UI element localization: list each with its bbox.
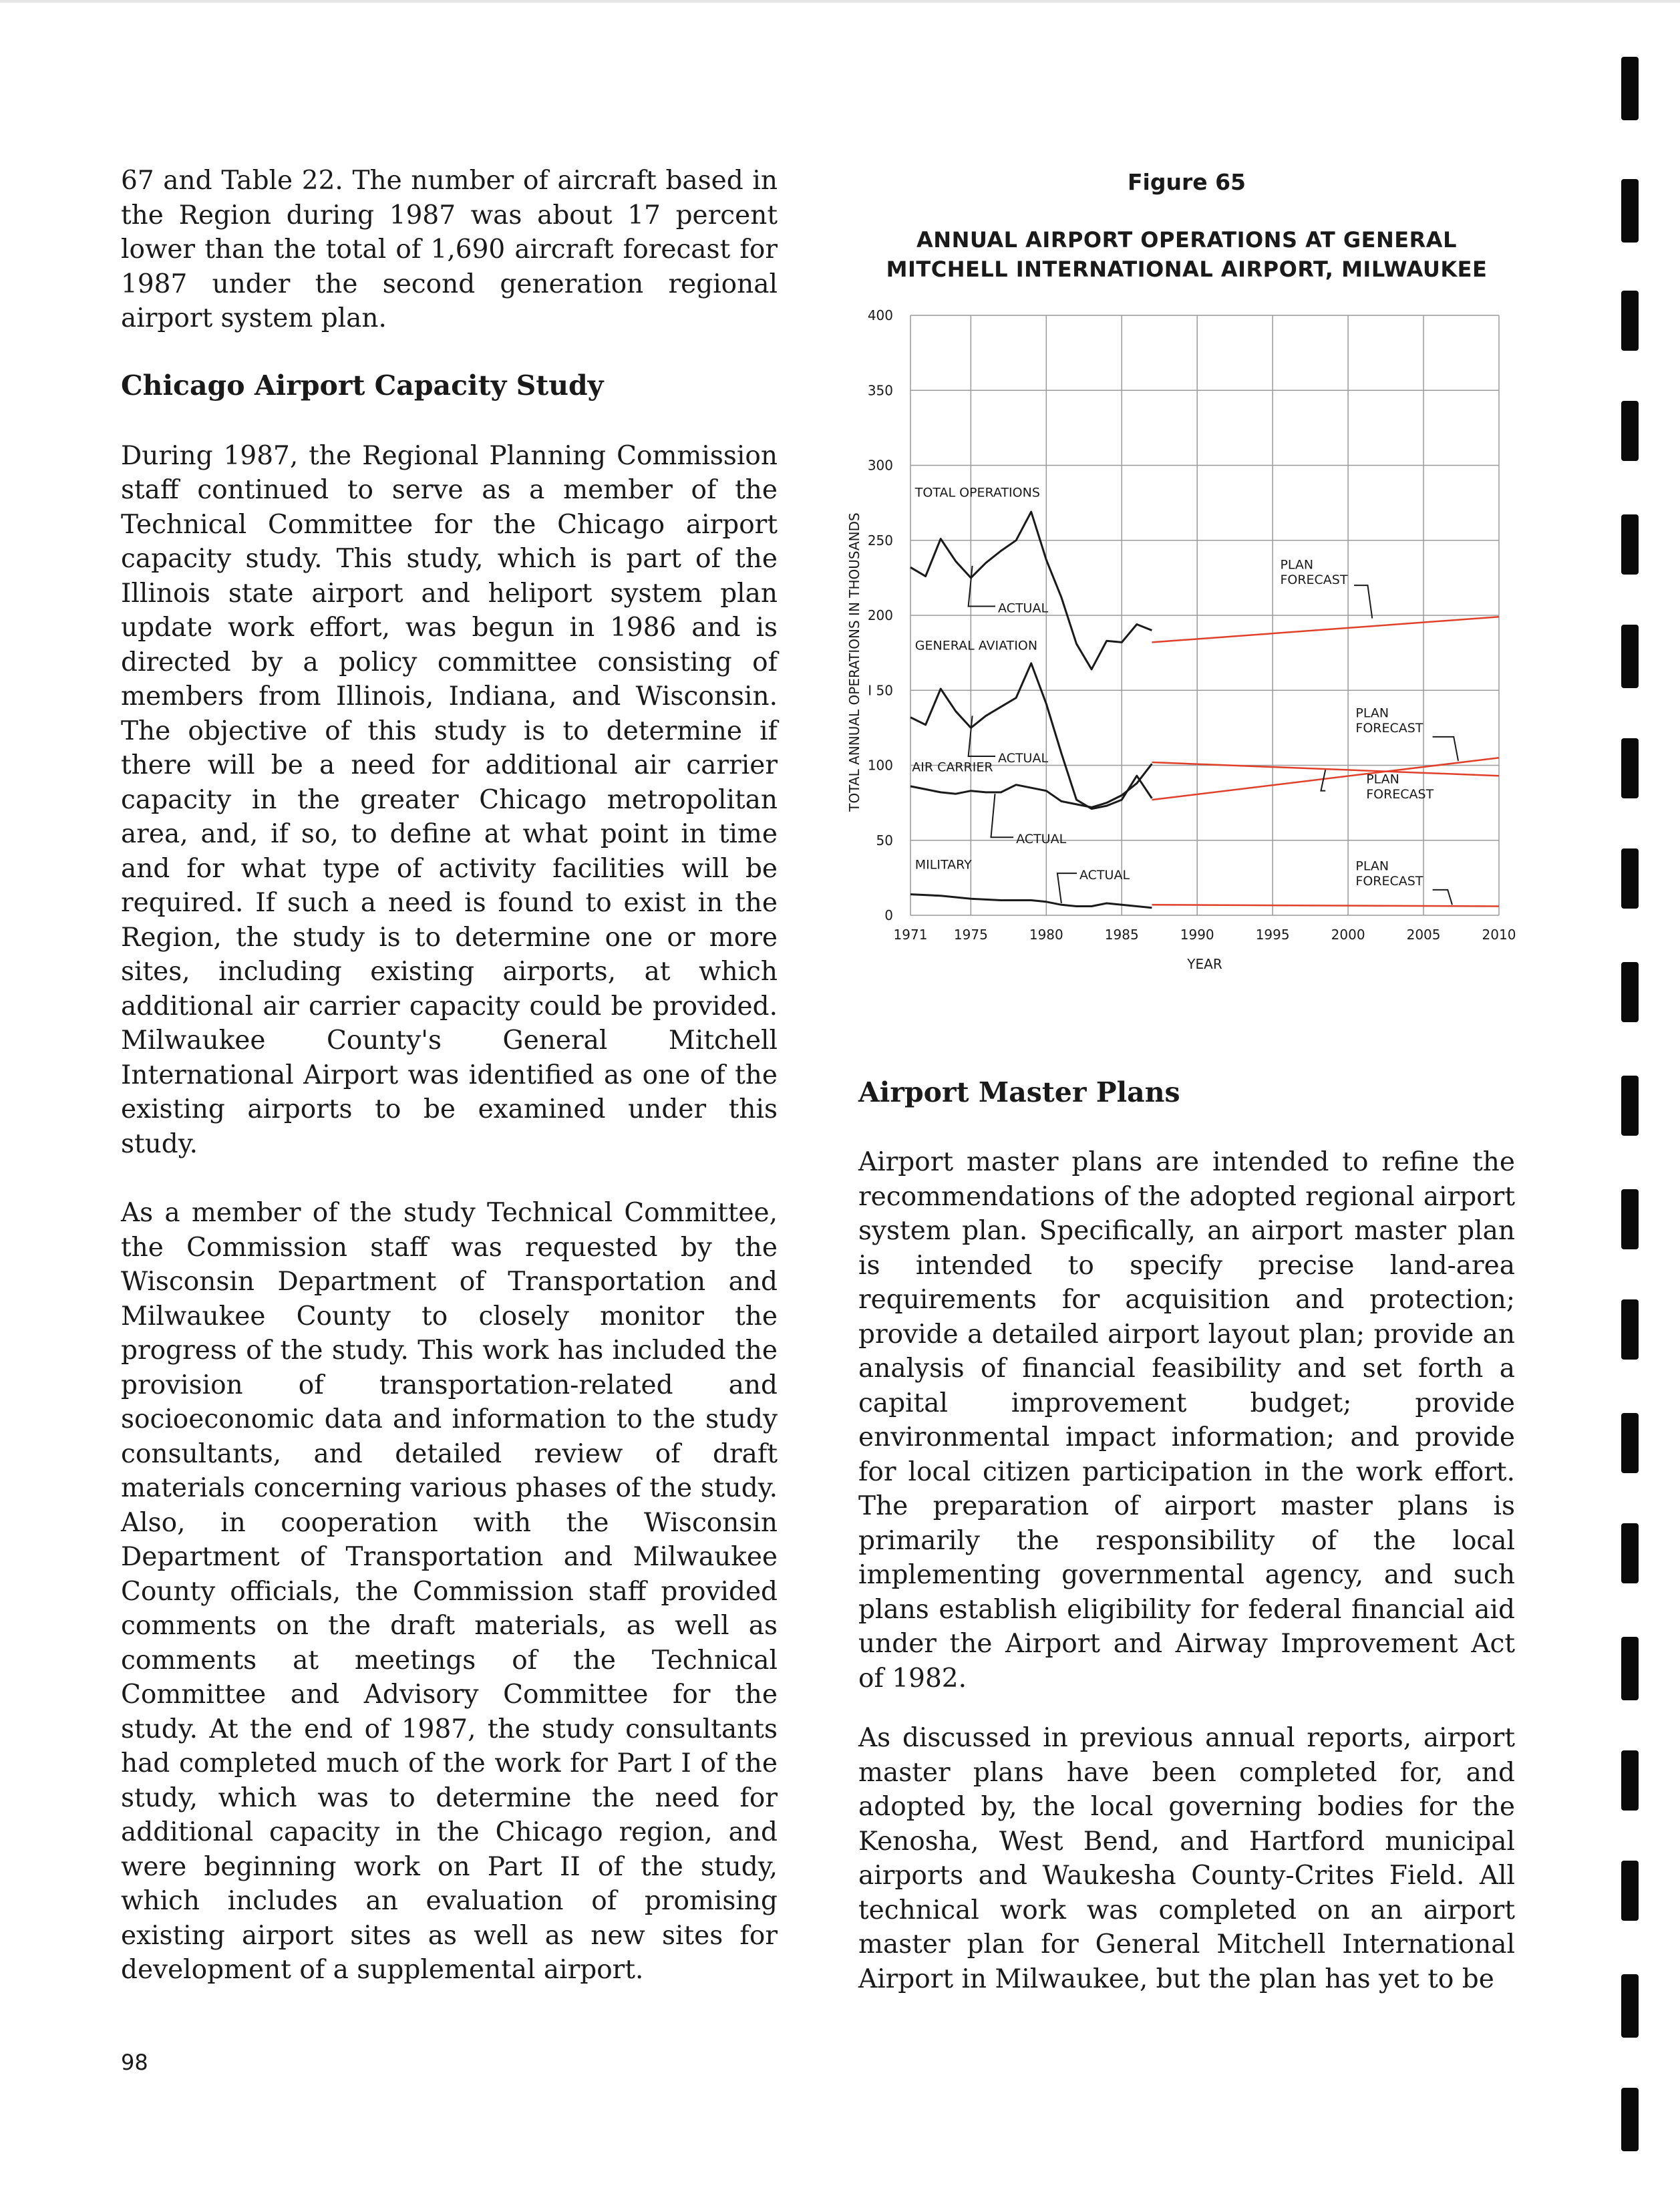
edge-mark — [1621, 1189, 1639, 1249]
x-tick-label: 1975 — [953, 927, 988, 943]
edge-mark — [1621, 514, 1639, 575]
page-top-edge — [0, 0, 1680, 3]
y-tick-label: 100 — [867, 757, 893, 774]
edge-mark — [1621, 2088, 1639, 2151]
y-tick-label: 300 — [867, 457, 893, 474]
actual-label-3: ACTUAL — [1016, 832, 1067, 847]
series-label-total-operations: TOTAL OPERATIONS — [914, 485, 1040, 500]
edge-mark — [1621, 179, 1639, 243]
plan-forecast-label-2-line-1: PLAN — [1355, 706, 1389, 721]
actual-leader-2 — [969, 716, 995, 756]
x-tick-label: 1985 — [1104, 927, 1139, 943]
y-tick-label: 0 — [884, 907, 893, 923]
x-tick-label: 2000 — [1331, 927, 1365, 943]
heading-airport-master-plans: Airport Master Plans — [858, 1076, 1180, 1108]
edge-mark — [1621, 291, 1639, 351]
y-tick-label: 350 — [867, 382, 893, 399]
series-line-military — [910, 895, 1152, 908]
y-tick-label: 200 — [867, 607, 893, 623]
airport-operations-chart — [828, 301, 1523, 982]
paragraph-master-plans-status: As discussed in previous annual reports, airport master plans have been completed for, and adopted by, the local governing bodies for the Kenosha, West Bend, and Hartford municipal airports and Waukesha County-Crites Field. All technical work was completed on an airport master plan for General Mitchell International Airport in Milwaukee, but the plan has yet to be — [858, 1723, 1515, 1994]
paragraph-technical-committee: As a member of the study Technical Committee, the Commission staff was requested by the Wisconsin Department of Transportation and Milwaukee County to closely monitor the progress of the study. This work has included the provision of transportation-related and socioeconomic data and information to the study consultants, and detailed review of draft materials concerning various phases of the study. Also, in cooperation with the Wisconsin Department of Transportation and Milwaukee County officials, the Commission staff provided comments on the draft materials, as well as comments at meetings of the Technical Committee and Advisory Committee for the study. At the end of 1987, the study consultants had completed much of the work for Part I of the study, which was to determine the need for additional capacity in the Chicago region, and were beginning work on Part II of the study, which includes an evaluation of promising existing airport sites as well as new sites for development of a supplemental airport. — [121, 1198, 778, 1985]
plan-forecast-label-1-line-1: PLAN — [1280, 557, 1314, 573]
actual-label-1: ACTUAL — [998, 601, 1049, 616]
edge-mark — [1621, 1076, 1639, 1136]
page-number: 98 — [121, 2050, 148, 2075]
x-tick-label: 2005 — [1406, 927, 1441, 943]
x-tick-label: 1980 — [1029, 927, 1063, 943]
plan-forecast-label-1-line-2: FORECAST — [1280, 572, 1348, 587]
edge-mark — [1621, 57, 1639, 120]
series-label-general-aviation: GENERAL AVIATION — [914, 638, 1038, 653]
plan-forecast-leader-3 — [1321, 770, 1325, 790]
edge-mark — [1621, 1861, 1639, 1921]
actual-leader-4 — [1057, 873, 1077, 903]
actual-leader-3 — [991, 794, 1014, 837]
edge-mark — [1621, 1523, 1639, 1583]
plan-forecast-line-1 — [1152, 617, 1499, 642]
edge-mark — [1621, 1413, 1639, 1473]
plan-forecast-label-2-line-2: FORECAST — [1355, 721, 1423, 736]
edge-mark — [1621, 962, 1639, 1022]
x-axis-label: YEAR — [1187, 956, 1222, 972]
edge-mark — [1621, 1299, 1639, 1360]
x-tick-label: 1995 — [1255, 927, 1290, 943]
plan-forecast-leader-4 — [1433, 890, 1452, 905]
y-tick-label: 250 — [867, 532, 893, 549]
paragraph-chicago-study: During 1987, the Regional Planning Commission staff continued to serve as a member of the Technical Committee for the Chicago airport capacity study. This study, which is part of the Illinois state airport and heliport system plan update work effort, was begun in 1986 and is directed by a policy committee consisting of members from Illinois, Indiana, and Wisconsin. The objective of this study is to determine if there will be a need for additional air carrier capacity in the greater Chicago metropolitan area, and, if so, to define at what point in time and for what type of activity facilities will be required. If such a need is found to exist in the Region, the study is to determine one or more sites, including existing airports, at which additional air carrier capacity could be provided. Milwaukee County's General Mitchell International Airport was identified as one of the existing airports to be examined under this study. — [121, 440, 778, 1159]
actual-label-4: ACTUAL — [1079, 868, 1130, 883]
y-tick-label: I 50 — [868, 682, 893, 699]
heading-chicago-airport-capacity-study: Chicago Airport Capacity Study — [121, 369, 604, 402]
x-tick-label: 1971 — [893, 927, 928, 943]
x-tick-label: 2010 — [1482, 927, 1516, 943]
plan-forecast-label-3-line-2: FORECAST — [1366, 786, 1434, 802]
right-column — [858, 1076, 1515, 1996]
actual-label-2: ACTUAL — [998, 751, 1049, 766]
left-column — [121, 164, 778, 1988]
figure-title — [848, 225, 1525, 284]
paragraph-master-plans-purpose: Airport master plans are intended to refine the recommendations of the adopted regional airport system plan. Specifically, an airport master plan is intended to specify precise land-area requirements for acquisition and protection; provide a detailed airport layout plan; provide an analysis of financial feasibility and set forth a capital improvement budget; provide environmental impact information; and provide for local citizen participation in the work effort. The preparation of airport master plans is primarily the responsibility of the local implementing governmental agency, and such plans establish eligibility for federal financial aid under the Airport and Airway Improvement Act of 1982. — [858, 1147, 1515, 1694]
y-axis-label: TOTAL ANNUAL OPERATIONS IN THOUSANDS — [846, 512, 862, 812]
plan-forecast-leader-1 — [1354, 585, 1372, 618]
plan-forecast-leader-2 — [1433, 737, 1458, 761]
paragraph-aircraft-based: 67 and Table 22. The number of aircraft based in the Region during 1987 was about 17 percent lower than the total of 1,690 aircraft forecast for 1987 under the second generation regional airport system plan. — [121, 166, 778, 333]
edge-mark — [1621, 1974, 1639, 2038]
plan-forecast-label-3-line-1: PLAN — [1366, 772, 1399, 787]
edge-mark — [1621, 1637, 1639, 1700]
edge-mark — [1621, 738, 1639, 798]
figure-title-line-1: ANNUAL AIRPORT OPERATIONS AT GENERAL — [916, 227, 1457, 253]
figure-label: Figure 65 — [1127, 169, 1246, 195]
edge-mark — [1621, 1750, 1639, 1811]
figure-title-line-2: MITCHELL INTERNATIONAL AIRPORT, MILWAUKEE — [886, 257, 1488, 282]
x-tick-label: 1990 — [1180, 927, 1214, 943]
series-label-air-carrier: AIR CARRIER — [912, 760, 993, 775]
series-label-military: MILITARY — [914, 857, 972, 873]
plan-forecast-label-4-line-1: PLAN — [1355, 858, 1389, 874]
y-tick-label: 50 — [876, 832, 893, 848]
edge-mark — [1621, 625, 1639, 688]
edge-mark — [1621, 401, 1639, 461]
edge-mark — [1621, 848, 1639, 909]
y-tick-label: 400 — [867, 307, 893, 323]
actual-leader-1 — [969, 566, 995, 607]
plan-forecast-line-4 — [1152, 905, 1499, 906]
plan-forecast-label-4-line-2: FORECAST — [1355, 874, 1423, 889]
